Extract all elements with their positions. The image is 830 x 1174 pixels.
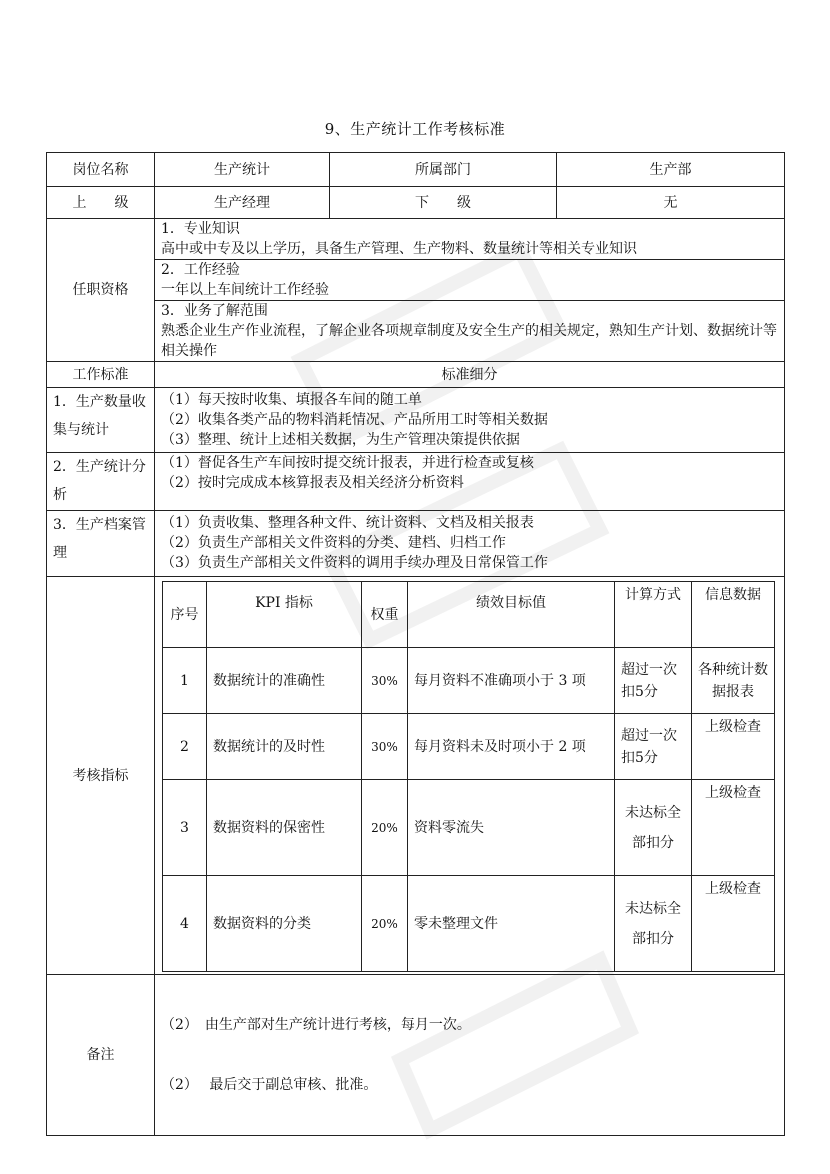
header-row-1 bbox=[47, 153, 785, 187]
kpi-source: 上级检查 bbox=[692, 876, 775, 972]
kpi-source: 各种统计数据报表 bbox=[692, 648, 775, 714]
kpi-weight: 30% bbox=[362, 648, 408, 714]
qualification-text: 一年以上车间统计工作经验 bbox=[161, 282, 329, 298]
kpi-method: 超过一次扣5分 bbox=[615, 714, 692, 780]
kpi-header-no: 序号 bbox=[163, 582, 207, 648]
kpi-data-row bbox=[163, 648, 775, 714]
standard-line: （3）负责生产部相关文件资料的调用手续办理及日常保管工作 bbox=[161, 555, 548, 571]
kpi-no: 4 bbox=[163, 876, 207, 972]
kpi-no: 1 bbox=[163, 648, 207, 714]
standard-row bbox=[47, 511, 785, 577]
standard-row bbox=[47, 453, 785, 511]
kpi-no: 3 bbox=[163, 780, 207, 876]
qualification-text: 熟悉企业生产作业流程，了解企业各项规章制度及安全生产的相关规定，熟知生产计划、数据统计等相关操作 bbox=[161, 323, 777, 359]
kpi-weight: 20% bbox=[362, 876, 408, 972]
standards-header-right: 标准细分 bbox=[155, 362, 785, 388]
standard-line: （1）每天按时收集、填报各车间的随工单 bbox=[161, 392, 422, 408]
remark-line: （2） 最后交于副总审核、批准。 bbox=[161, 1077, 378, 1093]
qualification-text: 高中或中专及以上学历，具备生产管理、生产物料、数量统计等相关专业知识 bbox=[161, 241, 637, 257]
kpi-method: 未达标全部扣分 bbox=[615, 876, 692, 972]
standard-line: （3）整理、统计上述相关数据，为生产管理决策提供依据 bbox=[161, 432, 520, 448]
kpi-data-row bbox=[163, 876, 775, 972]
kpi-weight: 20% bbox=[362, 780, 408, 876]
standard-line: （2）负责生产部相关文件资料的分类、建档、归档工作 bbox=[161, 535, 506, 551]
kpi-name: 数据资料的分类 bbox=[207, 876, 362, 972]
qualification-title: 3．业务了解范围 bbox=[161, 303, 268, 319]
qualification-row bbox=[47, 219, 785, 362]
superior-label: 上 级 bbox=[47, 187, 155, 219]
standard-line: （2）收集各类产品的物料消耗情况、产品所用工时等相关数据 bbox=[161, 412, 548, 428]
kpi-target: 零未整理文件 bbox=[408, 876, 615, 972]
qualification-title: 2．工作经验 bbox=[161, 262, 240, 278]
standard-label: 2．生产统计分析 bbox=[47, 453, 155, 511]
kpi-table bbox=[162, 581, 775, 972]
kpi-source: 上级检查 bbox=[692, 714, 775, 780]
kpi-data-row bbox=[163, 714, 775, 780]
remarks-label: 备注 bbox=[47, 975, 155, 1136]
kpi-source: 上级检查 bbox=[692, 780, 775, 876]
subordinate-label: 下 级 bbox=[330, 187, 557, 219]
kpi-name: 数据统计的准确性 bbox=[207, 648, 362, 714]
kpi-method: 超过一次扣5分 bbox=[615, 648, 692, 714]
standard-line: （2）按时完成成本核算报表及相关经济分析资料 bbox=[161, 475, 464, 491]
kpi-header-method: 计算方式 bbox=[615, 582, 692, 648]
superior-value: 生产经理 bbox=[155, 187, 330, 219]
standard-row bbox=[47, 388, 785, 453]
kpi-header-row bbox=[163, 582, 775, 648]
kpi-target: 资料零流失 bbox=[408, 780, 615, 876]
dept-value: 生产部 bbox=[557, 153, 785, 187]
standards-header-left: 工作标准 bbox=[47, 362, 155, 388]
qualification-label: 任职资格 bbox=[47, 219, 155, 362]
kpi-header-source: 信息数据 bbox=[692, 582, 775, 648]
standards-header-row bbox=[47, 362, 785, 388]
kpi-header-target: 绩效目标值 bbox=[408, 582, 615, 648]
kpi-method: 未达标全部扣分 bbox=[615, 780, 692, 876]
post-label: 岗位名称 bbox=[47, 153, 155, 187]
kpi-header-weight: 权重 bbox=[362, 582, 408, 648]
remark-line: （2） 由生产部对生产统计进行考核，每月一次。 bbox=[161, 1017, 471, 1033]
kpi-header-name: KPI 指标 bbox=[207, 582, 362, 648]
kpi-name: 数据统计的及时性 bbox=[207, 714, 362, 780]
kpi-row bbox=[47, 577, 785, 975]
standard-label: 1．生产数量收集与统计 bbox=[47, 388, 155, 453]
job-standard-table bbox=[46, 152, 785, 1136]
kpi-label: 考核指标 bbox=[47, 577, 155, 975]
post-value: 生产统计 bbox=[155, 153, 330, 187]
subordinate-value: 无 bbox=[557, 187, 785, 219]
header-row-2 bbox=[47, 187, 785, 219]
kpi-target: 每月资料不准确项小于 3 项 bbox=[408, 648, 615, 714]
remarks-row bbox=[47, 975, 785, 1136]
page-title: 9、生产统计工作考核标准 bbox=[324, 120, 506, 138]
kpi-target: 每月资料未及时项小于 2 项 bbox=[408, 714, 615, 780]
standard-line: （1）督促各生产车间按时提交统计报表，并进行检查或复核 bbox=[161, 455, 534, 471]
kpi-weight: 30% bbox=[362, 714, 408, 780]
kpi-no: 2 bbox=[163, 714, 207, 780]
qualification-title: 1．专业知识 bbox=[161, 221, 240, 237]
qualification-item bbox=[155, 219, 784, 259]
standard-line: （1）负责收集、整理各种文件、统计资料、文档及相关报表 bbox=[161, 515, 534, 531]
qualification-item bbox=[155, 259, 784, 300]
kpi-data-row bbox=[163, 780, 775, 876]
dept-label: 所属部门 bbox=[330, 153, 557, 187]
qualification-item bbox=[155, 300, 784, 361]
standard-label: 3．生产档案管理 bbox=[47, 511, 155, 577]
kpi-name: 数据资料的保密性 bbox=[207, 780, 362, 876]
